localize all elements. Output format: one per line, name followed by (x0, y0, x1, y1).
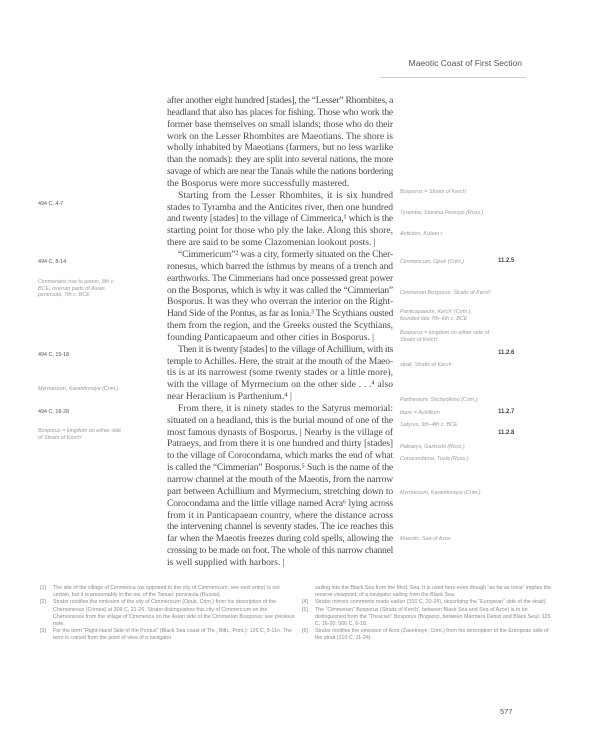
gloss: Patraeys, Garkushi (Russ.) (400, 444, 465, 450)
header-rule (380, 77, 526, 78)
gloss: there = Achillium (400, 410, 440, 416)
text-line: Hand Side of the Pontus, as far as Ionia.³ The Scythians ousted (167, 308, 393, 320)
text-line: work on the Lesser Rhombites are Maeotians. The shore is (167, 130, 393, 142)
section-number: 11.2.5 (498, 258, 515, 264)
gloss: Bosporus = kingdom on either side of Straits of Kerch' (400, 330, 490, 343)
section-number: 11.2.7 (498, 409, 515, 415)
margin-note: Bosporus = kingdom on either side of Straits of Kerch' (38, 428, 122, 441)
text-line: stades to Tyramba and the Anticites river, then one hundred (167, 201, 393, 213)
page-number: 577 (500, 707, 513, 716)
text-line: Bosporus. It was they who overran the interior on the Right- (167, 296, 393, 308)
gloss: Tyramba, Stanitsa Peresyp (Russ.) (400, 210, 484, 216)
gloss: Satyrus, 5th–4th c. BCE (400, 422, 458, 428)
gloss: strait, Straits of Kerch' (400, 362, 453, 368)
text-line: earthworks. The Cimmerians had once possessed great power (167, 272, 393, 284)
gloss: Cimmerian Bosporus, Straits of Kerch' (400, 290, 492, 296)
text-line: Starting from the Lesser Rhombites, it is six hundred (178, 189, 393, 201)
gloss: Bosporus = Straits of Kerch' (400, 189, 467, 195)
text-line: headland that also has places for fishing. Those who work the (167, 106, 393, 118)
text-line: founding Panticapaeum and other cities in Bosporus. | (167, 331, 375, 343)
text-line: on the Bosporus, which is why it was called the “Cimmerian” (167, 284, 393, 296)
text-line: and twenty [stades] to the village of Cimmerica,¹ which is the (167, 213, 393, 225)
text-line: the Bosporus were more successfully mastered. (167, 177, 350, 189)
gloss: Cimmericum, Opuk (Crim.) (400, 259, 465, 265)
text-line: the intervening channel is seventy stades. The ice reaches this (167, 521, 393, 533)
text-line: than the nomads): they are split into several nations, the more (167, 154, 393, 166)
text-line: Corocondama and the little village named Acra⁶ lying across (167, 497, 393, 509)
text-line: ronesus, which barred the isthmus by means of a trench and (167, 260, 393, 272)
footnote-continued: sailing into the Black Sea from the Med. Sea. It is used here even though “as far as Ionia” implies the reverse viewpoint, of a navigator sailing from the Black Sea. (315, 585, 552, 599)
text-line: most famous dynasts of Bosporus. | Nearby is the village of (167, 426, 393, 438)
text-line: there are said to be some Clazomenian lookout posts. | (167, 237, 376, 249)
text-line: crossing to be made on foot. The whole of this narrow channel (167, 545, 393, 557)
section-number: 11.2.8 (498, 430, 515, 436)
footnote: [5] The “Cimmerian” Bosporus (Straits of Kerch', between Black Sea and Sea of Azov) is to be distinguished from the “Thracian” Bosporus (Bogaziçi, between Marmara Denizi and Black Sea): 125 C, 16-20; 566 C, 6-18. (302, 606, 551, 628)
text-line: starting point for those who ply the lake. Along this shore, (167, 225, 393, 237)
margin-ref: 494 C, 8-14 (38, 259, 67, 265)
main-text (167, 95, 393, 569)
gloss: Anticites, Kuban r. (400, 231, 444, 237)
text-line: “Cimmericum”² was a city, formerly situated on the Cher- (178, 248, 393, 260)
gloss: Parthenium, Shchyolkino (Crim.) (400, 397, 478, 403)
margin-ref: 494 C, 18-28 (38, 409, 70, 415)
text-line: narrow channel at the mouth of the Maeotis, from the narrow (167, 474, 393, 485)
text-line: Patraeys, and from there it is one hundred and thirty [stades] (167, 438, 393, 450)
text-line: situated on a headland, this is the burial mound of one of the (167, 414, 393, 426)
text-line: them from the region, and the Greeks ousted the Scythians, (167, 320, 393, 332)
gloss: Corocondama, Tuzla (Russ.) (400, 456, 469, 462)
margin-note: Cimmerians rise to power, 8th c. BCE; overran parts of Asian peninsula, 7th c. BCE (38, 279, 115, 299)
footnote: [4] Strabo mirrors comments made earlier (310 C, 20-24), describing the “European” side of the strait). (302, 599, 547, 606)
margin-ref: 494 C, 4-7 (38, 201, 64, 207)
text-line: Then it is twenty [stades] to the village of Achillium, with its (178, 343, 393, 355)
running-header: Maeotic Coast of First Section (408, 58, 522, 68)
text-line: wholly inhabited by Maeotians (farmers, but no less warlike (167, 142, 393, 154)
footnote: [2] Strabo rectifies the omission of the city of Cimmericum (Opuk, Crim.) from his description of the Chersonesus (Crimea) at 309 C, 21-26. Strabo distinguishes this city of Cimmericum on the Chersonesus from the village of Cimmerica on the Asian side of the Cimmerian Bosporus: see previous note. (40, 599, 295, 628)
footnote: [3] For the term “Right-Hand Side of the Pontus” (Black Sea coast of Thr., Bith., Pont.): 126 C, 5-11n. The term is coined from the point of view of a navigator (40, 628, 292, 642)
text-line: is well supplied with harbors. | (167, 556, 285, 568)
text-line: temple to Achilles. Here, the strait at the mouth of the Maeo- (167, 355, 393, 367)
text-line: From there, it is ninety stades to the Satyrus memorial: (178, 402, 393, 414)
margin-ref: 494 C, 15-18 (38, 352, 70, 358)
text-line: near Heraclium is Parthenium.⁴ | (167, 391, 292, 403)
margin-note: Myrmecium, Karantinnaya (Crim.) (38, 386, 119, 392)
section-number: 11.2.6 (498, 350, 515, 356)
text-line: savage of which are near the Tanaïs while the nations bordering (167, 166, 393, 178)
text-line: far when the Maeotis freezes during cold spells, allowing the (167, 533, 393, 545)
text-line: after another eight hundred [stades], the “Lesser” Rhombites, a (167, 95, 394, 106)
text-line: with the village of Myrmecium on the other side . . .⁴ also (167, 379, 393, 391)
gloss: Panticapaeum, Kerch' (Crim.), founded late 7th–6th c. BCE (400, 309, 473, 322)
text-line: former base themselves on small islands; those who do their (167, 118, 393, 130)
footnote: [6] Strabo rectifies the omission of Acra (Zavetnoye, Crim.) from his description of the European side of the strait (310 C, 11-24). (302, 628, 549, 642)
gloss: Myrmecium, Karantinnaya (Crim.) (400, 490, 481, 496)
footnotes-left (40, 585, 295, 643)
footnotes-right (302, 585, 557, 643)
gloss: Maeotis, Sea of Azov (400, 536, 451, 542)
footnote: [1] The site of the village of Cimmerica (as opposed to the city of Cimmericum: see next entry) is not certain, but it is presumably in the nw. of the Taman' peninsula (Russia). (40, 585, 280, 599)
text-line: from it in Panticapaean country, where the distance across (167, 509, 393, 521)
text-line: to the village of Corocondama, which marks the end of what (167, 450, 393, 462)
text-line: tis is at its narrowest (some twenty stades or a little more), (167, 367, 393, 379)
text-line: part between Achillium and Myrmecium, stretching down to (167, 485, 393, 497)
text-line: is called the “Cimmerian” Bosporus.⁵ Such is the name of the (167, 462, 393, 474)
